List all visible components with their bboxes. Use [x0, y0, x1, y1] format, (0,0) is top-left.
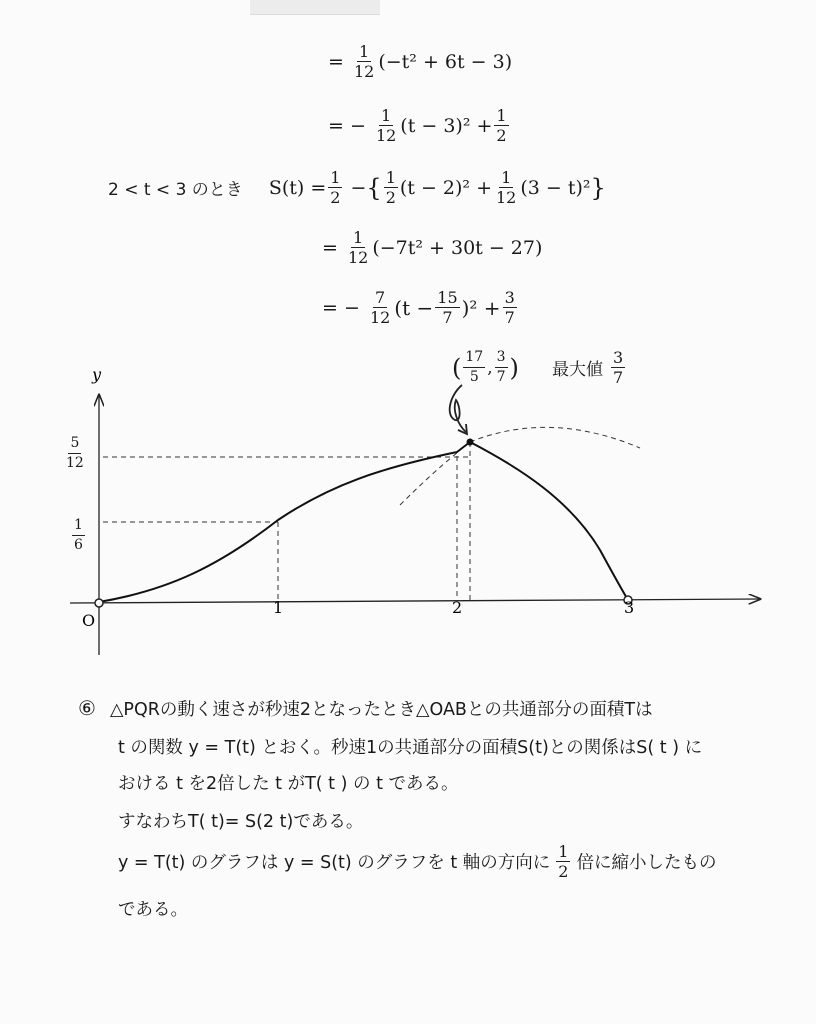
- text: △PQRの動く速さが秒速2となったとき△OABとの共通部分の面積Tは: [109, 700, 653, 720]
- numerator: 5: [68, 434, 81, 454]
- denominator: 12: [353, 62, 375, 81]
- brace-close: }: [590, 173, 606, 202]
- paren-close: ): [509, 353, 519, 382]
- problem6-line1: [78, 696, 653, 721]
- denominator: 12: [66, 455, 84, 471]
- y-tick-1-6: [70, 516, 87, 555]
- text: y = T(t) のグラフは y = S(t) のグラフを t 軸の方向に: [118, 853, 551, 873]
- numerator: 1: [501, 168, 512, 187]
- numerator: 17: [463, 348, 485, 368]
- denominator: 6: [74, 537, 83, 553]
- denominator: 7: [496, 369, 506, 385]
- problem6-line5: [118, 842, 716, 881]
- max-point: [467, 439, 474, 446]
- text: 倍に縮小したもの: [576, 853, 717, 873]
- fraction: [556, 842, 570, 881]
- expression: (t −: [394, 295, 434, 320]
- numerator: 3: [495, 348, 508, 368]
- numerator: 1: [558, 842, 569, 861]
- expression: (t − 2)² +: [399, 176, 492, 199]
- problem6-line3: おける t を2倍した t がT( t ) の t である。: [118, 774, 459, 794]
- x-tick-3: 3: [624, 598, 635, 617]
- handwritten-arrow: [450, 385, 466, 432]
- expression: )² +: [461, 295, 501, 320]
- denominator: 7: [442, 308, 453, 327]
- problem6-line4: すなわちT( t)= S(2 t)である。: [118, 812, 364, 832]
- fraction: [64, 434, 86, 473]
- paren-open: (: [452, 353, 462, 382]
- numerator: 1: [359, 42, 370, 61]
- numerator: 3: [613, 348, 624, 367]
- dashed-extension-left: [400, 452, 458, 505]
- fraction: [72, 516, 85, 555]
- denominator: 12: [347, 248, 369, 267]
- max-point-coords: [452, 348, 519, 387]
- dashed-extension-right: [470, 427, 640, 448]
- numerator: 7: [375, 288, 386, 307]
- denominator: 12: [496, 188, 517, 207]
- numerator: 1: [385, 168, 396, 187]
- max-label-text: 最大値: [552, 360, 603, 380]
- lhs-expression: S(t) =: [268, 176, 327, 199]
- numerator: 1: [72, 516, 85, 536]
- numerator: 1: [381, 106, 392, 125]
- x-axis: [70, 599, 760, 603]
- denominator: 7: [504, 308, 515, 327]
- denominator: 12: [375, 126, 397, 145]
- y-axis-label: y: [92, 365, 102, 384]
- condition-text: 2 < t < 3 のとき: [108, 180, 243, 200]
- numerator: 1: [330, 168, 341, 187]
- numerator: 1: [353, 228, 364, 247]
- expression: (t − 3)² +: [400, 114, 493, 137]
- denominator: 12: [369, 308, 391, 327]
- problem6-line2: t の関数 y = T(t) とおく。秒速1の共通部分の面積S(t)との関係はS( t ) に: [118, 738, 703, 758]
- max-value-label: [552, 348, 627, 387]
- x-tick-1: 1: [273, 598, 284, 617]
- equals-sign: =: [322, 236, 338, 259]
- x-tick-2: 2: [452, 598, 463, 617]
- denominator: 7: [613, 368, 624, 387]
- numerator: 15: [437, 288, 458, 307]
- denominator: 2: [558, 862, 569, 881]
- brace-open: {: [366, 173, 382, 202]
- equals-sign: = −: [322, 296, 360, 319]
- y-tick-5-12: [62, 434, 88, 473]
- expression: (−t² + 6t − 3): [378, 50, 513, 73]
- denominator: 2: [385, 188, 396, 207]
- minus-sign: −: [350, 176, 367, 199]
- denominator: 2: [496, 126, 507, 145]
- fraction: [495, 348, 508, 387]
- expression: (3 − t)²: [520, 176, 591, 199]
- numerator: 3: [504, 288, 515, 307]
- fraction: [611, 348, 625, 387]
- problem6-line6: である。: [118, 900, 188, 920]
- origin-point: [95, 599, 103, 607]
- denominator: 5: [469, 369, 479, 385]
- expression: (−7t² + 30t − 27): [372, 236, 543, 259]
- equals-sign: = −: [328, 114, 366, 137]
- fraction: [463, 348, 485, 387]
- separator: ,: [487, 357, 493, 378]
- origin-label: O: [82, 611, 96, 630]
- denominator: 2: [330, 188, 341, 207]
- equals-sign: =: [328, 50, 344, 73]
- problem-number: ⑥: [78, 696, 96, 720]
- numerator: 1: [496, 106, 507, 125]
